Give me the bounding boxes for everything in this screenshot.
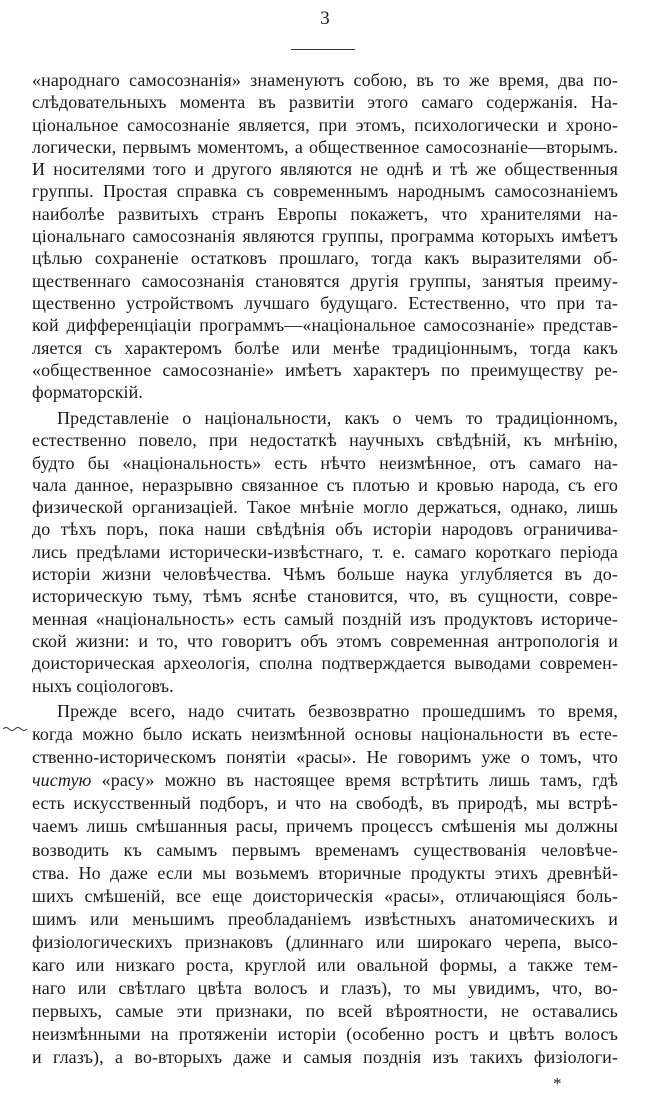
text-line: физіологическихъ признаковъ (длиннаго или широкаго черепа, высо- — [32, 931, 618, 952]
paragraph — [32, 69, 618, 403]
text-line: первыхъ, самые эти признаки, по всей вѣроятности, не оставались — [32, 1001, 618, 1022]
text-line: слѣдовательныхъ момента въ развитіи этого самаго содержанія. На- — [32, 92, 618, 113]
paragraph — [32, 407, 618, 697]
text-line: ціональное самосознаніе является, при этомъ, психологически и хроно- — [32, 114, 618, 135]
text-line: форматорскій. — [32, 382, 143, 403]
text-line — [32, 769, 618, 792]
text-line: И носителями того и другого являются не однѣ и тѣ же общественныя — [32, 159, 618, 180]
text-line: шимъ или меньшимъ преобладаніемъ извѣстныхъ анатомическихъ и — [32, 908, 618, 929]
line-rest: «расу» можно въ настоящее время встрѣтить лишь тамъ, гдѣ — [91, 770, 618, 791]
text-line: лись предѣлами исторически-извѣстнаго, т. е. самаго короткаго періода — [32, 541, 618, 562]
text-line: щественнаго самосознанія становятся другія группы, занятыя преиму- — [32, 270, 618, 291]
text-line: когда можно было искать неизмѣнной основы національности въ есте- — [32, 724, 618, 745]
text-line: менная «національность» есть самый поздній изъ продуктовъ историче- — [32, 608, 618, 629]
text-line: шихъ смѣшеній, все еще доисторическія «расы», отличающіяся боль- — [32, 885, 618, 906]
handwritten-margin-mark-icon — [2, 724, 32, 734]
text-line: ства. Но даже если мы возьмемъ вторичные продукты этихъ древнѣй- — [32, 862, 618, 883]
text-line: и глазъ), а во-вторыхъ даже и самыя позднія изъ такихъ физіологи- — [32, 1047, 618, 1068]
text-line: есть искусственный подборъ, и что на свободѣ, въ природѣ, мы встрѣ- — [32, 793, 618, 814]
text-line: группы. Простая справка съ современнымъ народнымъ самосознаніемъ — [32, 181, 618, 202]
text-line: наиболѣе развитыхъ странъ Европы покажетъ, что хранителями на- — [32, 203, 618, 224]
text-line: ляется съ характеромъ болѣе или менѣе традиціоннымъ, тогда какъ — [32, 337, 618, 358]
text-line: естественно повело, при недостаткѣ научныхъ свѣдѣній, къ мнѣнію, — [32, 430, 618, 451]
text-line: «общественное самосознаніе» имѣетъ характеръ по преимуществу ре- — [32, 359, 618, 380]
text-line: до тѣхъ поръ, пока наши свѣдѣнія объ исторіи народовъ ограничива- — [32, 519, 618, 540]
header-rule — [291, 49, 355, 50]
text-line: логически, первымъ моментомъ, а общественное самосознаніе—вторымъ. — [32, 136, 618, 157]
text-line: исторіи жизни человѣчества. Чѣмъ больше наука углубляется въ до- — [32, 564, 618, 585]
text-line: физической организаціей. Такое мнѣніе могло держаться, однако, лишь — [32, 497, 618, 518]
text-line: возводить къ самымъ первымъ временамъ существованія человѣче- — [32, 839, 618, 860]
text-line: ныхъ соціологовъ. — [32, 675, 174, 696]
paragraph — [32, 700, 618, 1070]
text-line: наго или свѣтлаго цвѣта волосъ и глазъ), то мы увидимъ, что, во- — [32, 978, 618, 999]
text-line: историческую тьму, тѣмъ яснѣе становится, что, въ сущности, совре- — [32, 586, 618, 607]
text-line: ской жизни: и то, что говоритъ объ этомъ современная антропологія и — [32, 630, 618, 651]
text-line: Прежде всего, надо считать безвозвратно прошедшимъ то время, — [57, 701, 618, 721]
text-line: «народнаго самосознанія» знаменуютъ собою, въ то же время, два по- — [32, 70, 618, 90]
text-line: чаемъ лишь смѣшанныя расы, причемъ процессъ смѣшенія мы должны — [32, 816, 618, 837]
text-line: щественно устройствомъ лучшаго будущаго. Естественно, что при та- — [32, 292, 618, 313]
text-line: ственно-историческомъ понятіи «расы». Не говоримъ уже о томъ, что — [32, 747, 618, 768]
signature-mark: * — [553, 1074, 562, 1093]
text-line: цѣлью сохраненіе остатковъ прошлаго, тогда какъ выразителями об- — [32, 248, 618, 269]
italic-word: чистую — [32, 770, 92, 791]
text-line: кой дифференціаціи программъ—«національное самосознаніе» представ- — [32, 315, 618, 336]
text-line: чала данное, неразрывно связанное съ плотью и кровью народа, съ его — [32, 474, 618, 495]
text-line: ціональнаго самосознанія являются группы, программа которыхъ имѣетъ — [32, 226, 618, 247]
text-line: будто бы «національность» есть нѣчто неизмѣнное, отъ самаго на- — [32, 452, 618, 473]
page-number: 3 — [320, 8, 330, 29]
text-line: доисторическая археологія, сполна подтверждается выводами современ- — [32, 653, 618, 674]
text-line: каго или низкаго роста, круглой или овальной формы, а также тем- — [32, 955, 618, 976]
text-line: Представленіе о національности, какъ о чемъ то традиціонномъ, — [57, 408, 618, 428]
text-line: неизмѣнными на протяженіи исторіи (особенно ростъ и цвѣтъ волосъ — [32, 1024, 618, 1045]
